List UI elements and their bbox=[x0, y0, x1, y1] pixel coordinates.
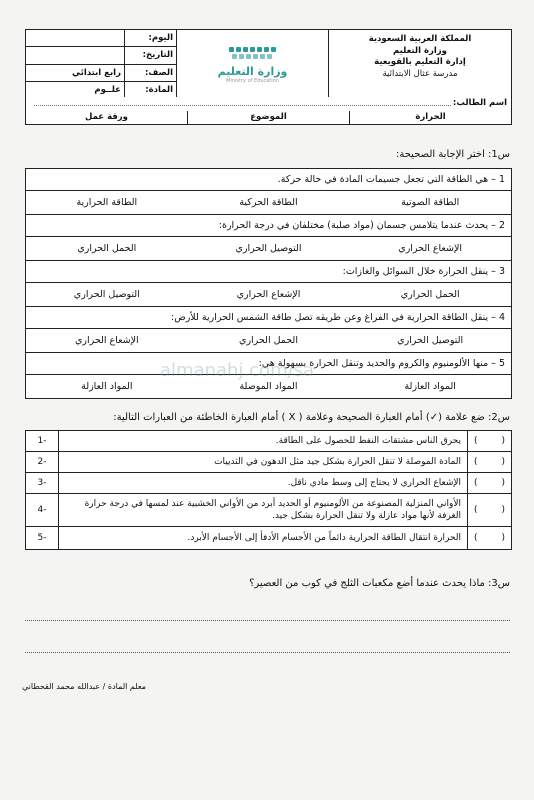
student-name-row bbox=[25, 97, 512, 112]
ministry-logo bbox=[218, 45, 288, 84]
ministry-logo-icon bbox=[223, 45, 283, 63]
answer-box[interactable]: ( ) bbox=[467, 494, 511, 526]
topic-cell: الموضوع bbox=[187, 111, 349, 124]
statement-text: يحرق الناس مشتقات النفط للحصول على الطاقة. bbox=[275, 436, 461, 446]
statement-number: 4- bbox=[26, 494, 59, 526]
kingdom-text: المملكة العربية السعودية bbox=[368, 34, 472, 44]
answer-box[interactable]: ( ) bbox=[467, 431, 511, 451]
option[interactable]: التوصيل الحراري bbox=[397, 335, 464, 346]
header-box bbox=[25, 29, 512, 99]
question-text: 2 – يحدث عندما يتلامس جسمان (مواد صلبة) مختلفان في درجة الحرارة: bbox=[26, 215, 511, 237]
options-row bbox=[26, 283, 511, 307]
field-subject bbox=[26, 82, 176, 98]
answer-box[interactable]: ( ) bbox=[467, 527, 511, 549]
options-row bbox=[26, 329, 511, 353]
answer-box[interactable]: ( ) bbox=[467, 473, 511, 493]
topic-cell: الحرارة bbox=[349, 111, 511, 124]
statement-text: الإشعاع الحراري لا يحتاج إلى وسط مادي ناقل. bbox=[287, 478, 461, 488]
field-label: الصف: bbox=[124, 65, 176, 81]
option[interactable]: الحمل الحراري bbox=[239, 335, 298, 346]
statement-number: 1- bbox=[26, 431, 59, 451]
statement-number: 5- bbox=[26, 527, 59, 549]
school-text: مدرسة عثال الابتدائية bbox=[382, 68, 458, 79]
question-text: 4 – ينقل الطاقة الحرارية في الفراغ وعن طريقه تصل طاقة الشمس الحرارية للأرض: bbox=[26, 307, 511, 329]
logo-subtext: Ministry of Education bbox=[226, 77, 279, 84]
option[interactable]: التوصيل الحراري bbox=[73, 289, 140, 300]
header-institution bbox=[328, 30, 511, 98]
option[interactable]: الطاقة الصوتية bbox=[401, 197, 460, 208]
field-date bbox=[26, 47, 176, 64]
option[interactable]: الإشعاع الحراري bbox=[398, 243, 463, 254]
options-row bbox=[26, 191, 511, 215]
field-day bbox=[26, 30, 176, 47]
student-name-line[interactable] bbox=[34, 105, 451, 106]
field-value: رابع ابتدائي bbox=[72, 67, 121, 78]
q1-title: س1: اختر الإجابة الصحيحة: bbox=[395, 149, 510, 160]
q2-table bbox=[25, 430, 512, 550]
statement-number: 3- bbox=[26, 473, 59, 493]
answer-line[interactable] bbox=[25, 620, 510, 621]
option[interactable]: الحمل الحراري bbox=[400, 289, 460, 300]
q2-title: س2: ضع علامة (✓) أمام العبارة الصحيحة وعلامة ( X ) أمام العبارة الخاطئة من العبارات التالية: bbox=[113, 412, 510, 423]
option[interactable]: الإشعاع الحراري bbox=[74, 335, 139, 346]
statement-row bbox=[26, 527, 511, 549]
q3-title: س3: ماذا يحدث عندما أضع مكعبات الثلج في كوب من العصير؟ bbox=[249, 578, 510, 589]
options-row bbox=[26, 237, 511, 261]
statement-row bbox=[26, 473, 511, 494]
statement-row bbox=[26, 494, 511, 527]
teacher-signature: معلم المادة / عبدالله محمد القحطاني bbox=[22, 682, 147, 691]
statement-number: 2- bbox=[26, 452, 59, 472]
statement-text: الحرارة انتقال الطاقة الحرارية دائماً من الأجسام الأدفأ إلى الأجسام الأبرد. bbox=[187, 533, 461, 543]
header-fields bbox=[26, 30, 177, 98]
field-label: المادة: bbox=[124, 82, 176, 98]
topic-cell: ورقة عمل bbox=[85, 112, 128, 122]
question-text: 5 – منها الألومنيوم والكروم والحديد وتنقل الحرارة بسهولة هي: bbox=[26, 353, 511, 375]
field-value: علــوم bbox=[94, 84, 121, 95]
ministry-text: وزارة التعليم bbox=[393, 45, 447, 56]
question-text: 3 – ينقل الحرارة خلال السوائل والغازات: bbox=[26, 261, 511, 283]
question-text: 1 – هي الطاقة التي تجعل جسيمات المادة في حالة حركة. bbox=[26, 169, 511, 191]
directorate-text: إدارة التعليم بالقويعية bbox=[374, 57, 466, 67]
field-grade bbox=[26, 65, 176, 82]
header-logo-cell bbox=[177, 30, 328, 98]
student-name-label: اسم الطالب: bbox=[452, 98, 507, 108]
option[interactable]: التوصيل الحراري bbox=[235, 243, 302, 254]
answer-box[interactable]: ( ) bbox=[467, 452, 511, 472]
statement-text: المادة الموصلة لا تنقل الحرارة بشكل جيد مثل الدهون في الثدييات bbox=[214, 457, 461, 467]
option[interactable]: الإشعاع الحراري bbox=[236, 289, 301, 300]
field-label: التاريخ: bbox=[124, 47, 176, 63]
option[interactable]: الطاقة الحرارية bbox=[76, 197, 138, 208]
statement-row bbox=[26, 452, 511, 473]
logo-text: وزارة التعليم bbox=[217, 64, 288, 78]
topic-row bbox=[25, 111, 512, 125]
field-label: اليوم: bbox=[124, 30, 176, 46]
option[interactable]: المواد العازلة bbox=[404, 381, 456, 392]
option[interactable]: المواد العازلة bbox=[81, 381, 133, 392]
option[interactable]: الطاقة الحركية bbox=[239, 197, 298, 208]
answer-line[interactable] bbox=[25, 652, 510, 653]
watermark: almanahj.com/sa bbox=[160, 360, 315, 381]
option[interactable]: المواد الموصلة bbox=[239, 381, 298, 392]
statement-text: الأواني المنزلية المصنوعة من الألومنيوم أو الحديد أبرد من الأواني الخشبية عند لمسها في درجة حرارة الغرفة لأنها مواد عازلة ولا تنقل الحرارة بشكل جيد. bbox=[84, 499, 461, 521]
statement-row bbox=[26, 431, 511, 452]
option[interactable]: الحمل الحراري bbox=[77, 243, 137, 254]
